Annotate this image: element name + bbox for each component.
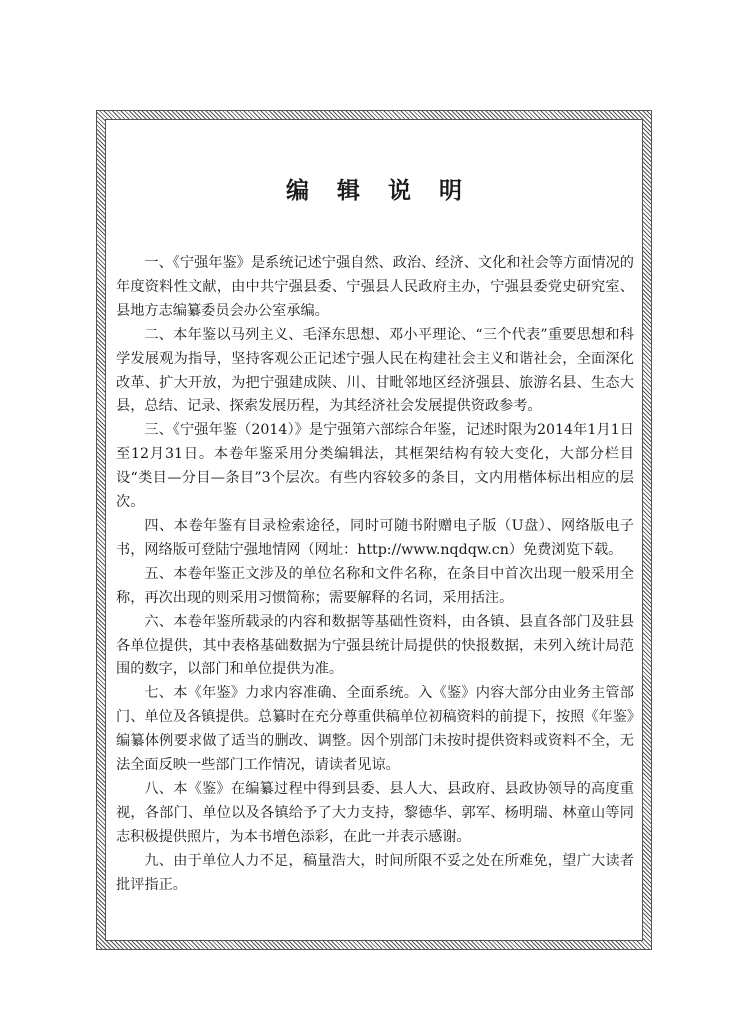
paragraph-4: 四、本卷年鉴有目录检索途径，同时可随书附赠电子版（U盘）、网络版电子书，网络版可登陆宁强地情网（网址：http://www.nqdqw.cn）免费浏览下载。 (116, 517, 634, 558)
paragraph-3: 三、《宁强年鉴（2014）》是宁强第六部综合年鉴，记述时限为2014年1月1日至12月31日。本卷年鉴采用分类编辑法，其框架结构有较大变化，大部分栏目设“类目—分目—条目”3个层次。有些内容较多的条目，文内用楷体标出相应的层次。 (116, 422, 634, 511)
paragraph-5: 五、本卷年鉴正文涉及的单位名称和文件名称，在条目中首次出现一般采用全称，再次出现的则采用习惯简称；需要解释的名词，采用括注。 (116, 565, 634, 606)
page-title: 编 辑 说 明 (285, 177, 473, 204)
body-text (116, 252, 634, 897)
paragraph-7: 七、本《年鉴》力求内容准确、全面系统。入《鉴》内容大部分由业务主管部门、单位及各镇提供。总纂时在充分尊重供稿单位初稿资料的前提下，按照《年鉴》编纂体例要求做了适当的删改、调整。因个别部门未按时提供资料或资料不全，无法全面反映一些部门工作情况，请读者见谅。 (116, 685, 634, 774)
paragraph-9: 九、由于单位人力不足，稿量浩大，时间所限不妥之处在所难免，望广大读者批评指正。 (116, 852, 634, 893)
paragraph-8: 八、本《鉴》在编纂过程中得到县委、县人大、县政府、县政协领导的高度重视，各部门、单位以及各镇给予了大力支持，黎德华、郭军、杨明瑞、林童山等同志积极提供照片，为本书增色添彩，在此一并表示感谢。 (116, 780, 634, 845)
text-panel (105, 119, 643, 941)
paragraph-6: 六、本卷年鉴所载录的内容和数据等基础性资料，由各镇、县直各部门及驻县各单位提供，其中表格基础数据为宁强县统计局提供的快报数据，未列入统计局范围的数字，以部门和单位提供为准。 (116, 613, 634, 678)
decorative-border (96, 110, 652, 950)
paragraph-2: 二、本年鉴以马列主义、毛泽东思想、邓小平理论、“三个代表”重要思想和科学发展观为指导，坚持客观公正记述宁强人民在构建社会主义和谐社会，全面深化改革、扩大开放，为把宁强建成陕、川、甘毗邻地区经济强县、旅游名县、生态大县，总结、记录、探索发展历程，为其经济社会发展提供资政参考。 (116, 326, 634, 415)
paragraph-1: 一、《宁强年鉴》是系统记述宁强自然、政治、经济、文化和社会等方面情况的年度资料性文献，由中共宁强县委、宁强县人民政府主办，宁强县委党史研究室、县地方志编纂委员会办公室承编。 (116, 255, 634, 319)
